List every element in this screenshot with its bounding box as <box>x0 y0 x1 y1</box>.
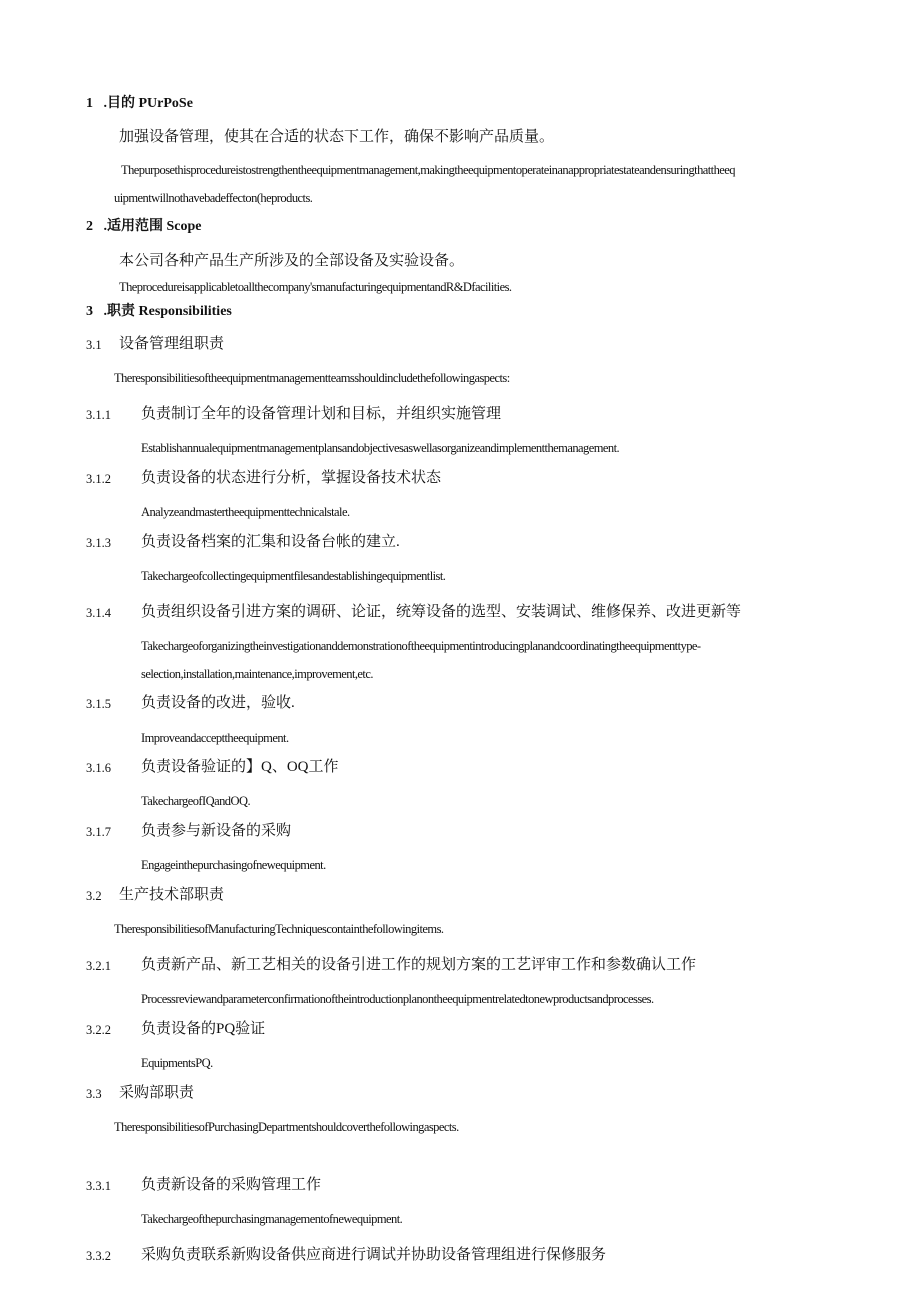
item-text-en: Establishannualequipmentmanagementplansandobjectivesaswellasorganizeandimplementthemanagement. <box>141 441 620 455</box>
subsection-title-cn: 设备管理组职责 <box>119 336 225 352</box>
item-text-en: TakechargeofIQandOQ. <box>141 794 251 808</box>
item-number: 3.1.2 <box>86 472 111 486</box>
subsection-title-cn: 采购部职责 <box>119 1085 195 1101</box>
item-text-cn: 负责组织设备引进方案的调研、论证，统筹设备的选型、安装调试、维修保养、改进更新等 <box>141 604 742 620</box>
item-number: 3.1.6 <box>86 761 111 775</box>
scope-text-en: Theprocedureisapplicabletoallthecompany'smanufacturingequipmentandR&Dfacilities. <box>119 280 512 294</box>
item-text-en: Takechargeofthepurchasingmanagementofnewequipment. <box>141 1212 403 1226</box>
item-text-cn: 采购负责联系新购设备供应商进行调试并协助设备管理组进行保修服务 <box>141 1247 607 1263</box>
item-number: 3.1.7 <box>86 825 111 839</box>
item-text-en: Takechargeofcollectingequipmentfilesandestablishingequipmentlist. <box>141 569 446 583</box>
item-text-en: Engageinthepurchasingofnewequipment. <box>141 858 326 872</box>
item-number: 3.1.4 <box>86 606 111 620</box>
item-text-en-line1: Takechargeoforganizingtheinvestigationanddemonstrationoftheequipmentintroducingplanandcoordinatingtheequipmenttype- <box>141 639 701 653</box>
subsection-text-en: TheresponsibilitiesofManufacturingTechniquescontainthefollowingitems. <box>114 922 444 936</box>
scope-text-cn: 本公司各种产品生产所涉及的全部设备及实验设备。 <box>119 253 465 269</box>
section-heading-scope: 2 .适用范围 Scope <box>86 219 202 234</box>
item-text-cn: 负责参与新设备的采购 <box>141 823 292 839</box>
section-heading-purpose: 1 .目的 PUrPoSe <box>86 96 193 111</box>
item-text-cn: 负责设备的改进，验收. <box>141 695 295 711</box>
subsection-number: 3.2 <box>86 889 102 903</box>
item-text-en: EquipmentsPQ. <box>141 1056 213 1070</box>
item-number: 3.1.1 <box>86 408 111 422</box>
purpose-text-en-line2: uipmentwillnothavebadeffecton(heproducts. <box>114 191 313 205</box>
section-heading-responsibilities: 3 .职责 Responsibilities <box>86 304 232 319</box>
purpose-text-en-line1: Thepurposethisprocedureistostrengthentheequipmentmanagement,makingtheequipmentoperateinanappropriatestateandensuringthattheeq <box>121 163 736 177</box>
subsection-number: 3.1 <box>86 338 102 352</box>
item-number: 3.1.5 <box>86 697 111 711</box>
item-number: 3.2.2 <box>86 1023 111 1037</box>
item-text-en: Improveandaccepttheequipment. <box>141 731 289 745</box>
item-text-cn: 负责设备验证的】Q、OQ工作 <box>141 759 339 775</box>
subsection-text-en: TheresponsibilitiesofPurchasingDepartmentshouldcoverthefollowingaspects. <box>114 1120 459 1134</box>
item-text-cn: 负责新产品、新工艺相关的设备引进工作的规划方案的工艺评审工作和参数确认工作 <box>141 957 697 973</box>
purpose-text-cn: 加强设备管理，使其在合适的状态下工作，确保不影响产品质量。 <box>119 129 555 145</box>
item-text-en-line2: selection,installation,maintenance,improvement,etc. <box>141 667 373 681</box>
item-text-en: Analyzeandmastertheequipmenttechnicalstale. <box>141 505 350 519</box>
item-text-en: Processreviewandparameterconfirmationoftheintroductionplanontheequipmentrelatedtonewproductsandprocesses. <box>141 992 654 1006</box>
item-text-cn: 负责设备的状态进行分析，掌握设备技术状态 <box>141 470 442 486</box>
item-number: 3.3.1 <box>86 1179 111 1193</box>
subsection-text-en: Theresponsibilitiesoftheequipmentmanagementteamsshouldincludethefollowingaspects: <box>114 371 510 385</box>
item-number: 3.2.1 <box>86 959 111 973</box>
item-text-cn: 负责设备的PQ验证 <box>141 1021 266 1037</box>
item-number: 3.3.2 <box>86 1249 111 1263</box>
item-text-cn: 负责新设备的采购管理工作 <box>141 1177 322 1193</box>
item-text-cn: 负责制订全年的设备管理计划和目标，并组织实施管理 <box>141 406 502 422</box>
item-number: 3.1.3 <box>86 536 111 550</box>
subsection-title-cn: 生产技术部职责 <box>119 887 225 903</box>
subsection-number: 3.3 <box>86 1087 102 1101</box>
item-text-cn: 负责设备档案的汇集和设备台帐的建立. <box>141 534 400 550</box>
